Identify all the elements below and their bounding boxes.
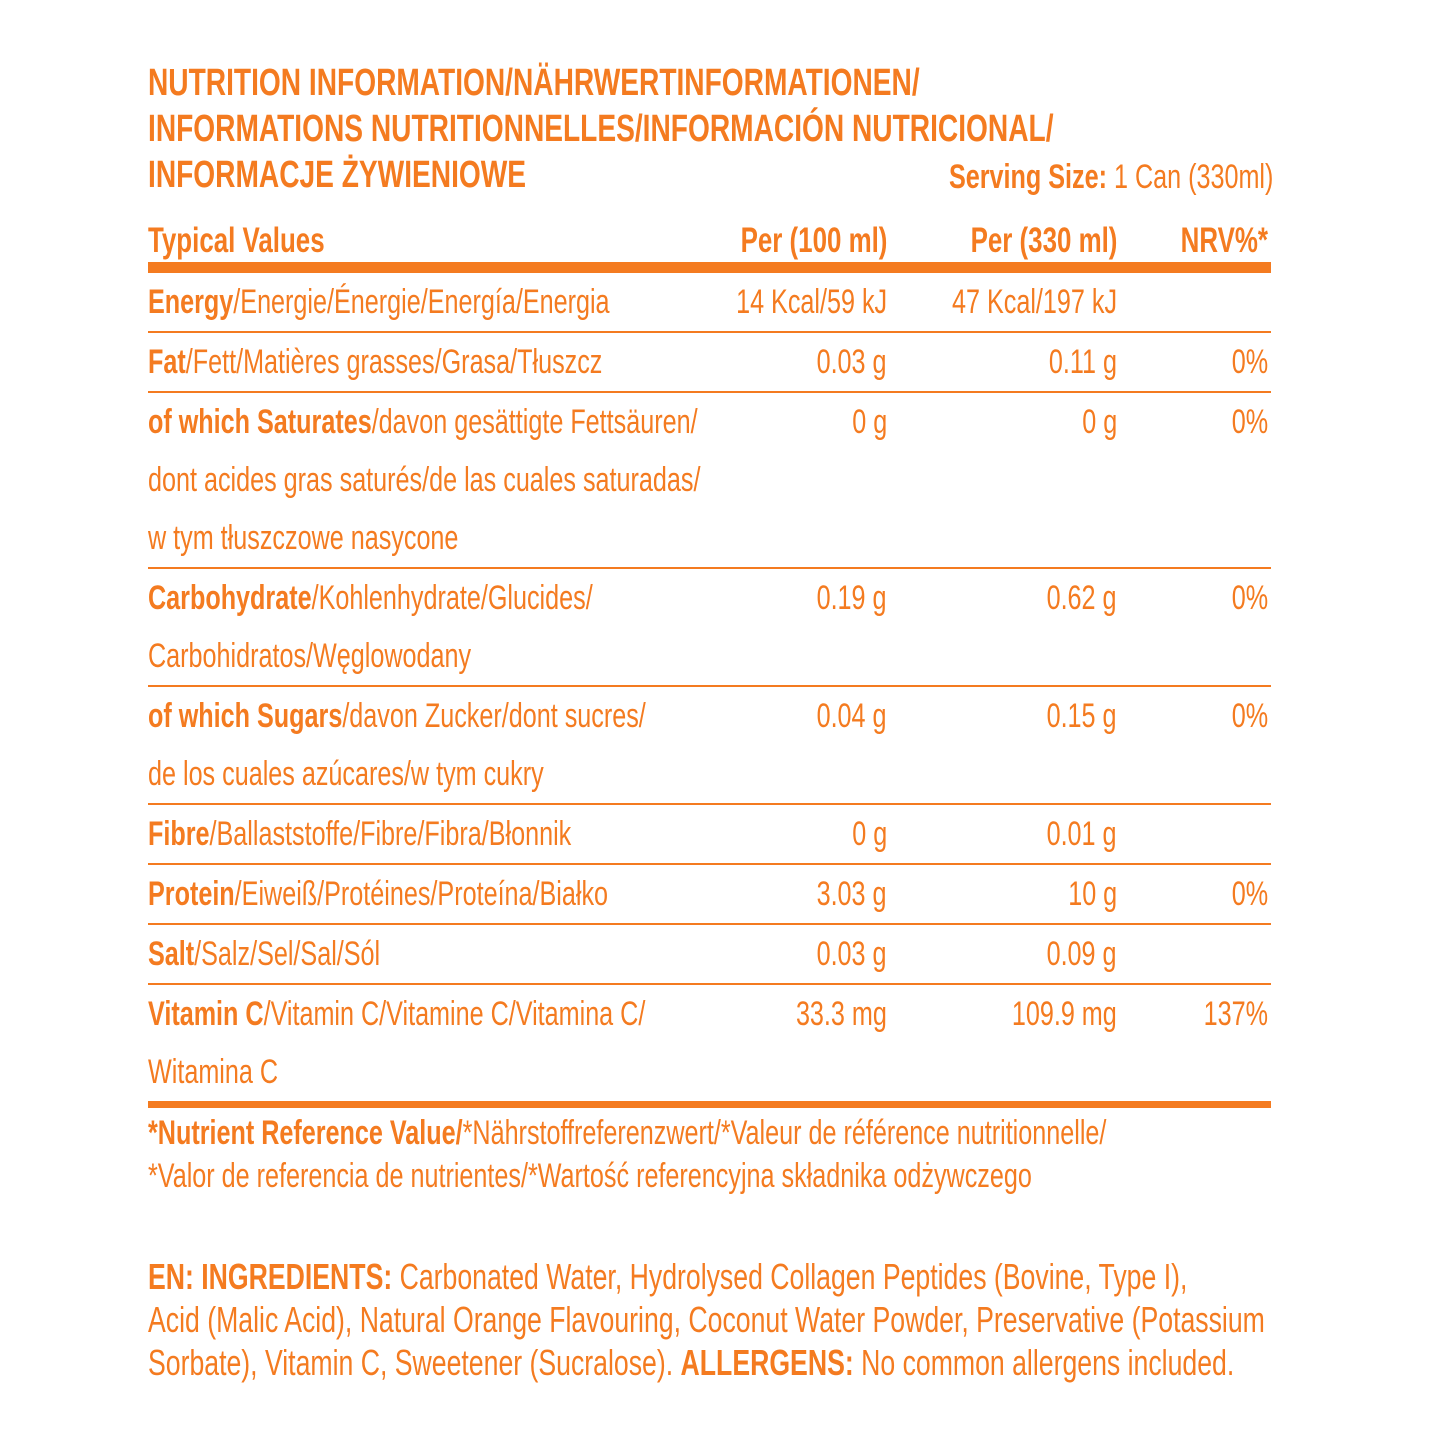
nutrient-label <box>148 985 645 1101</box>
nutrient-label-line <box>148 865 608 923</box>
value-per-330ml: 0.11 g <box>1048 343 1117 381</box>
value-nrv: 0% <box>1231 697 1268 735</box>
nutrient-label <box>148 805 571 863</box>
nutrient-label-line <box>148 925 380 983</box>
nutrient-label-line <box>148 569 593 627</box>
ingredients-text: Carbonated Water, Hydrolysed Collagen Peptides (Bovine, Type I), <box>392 1256 1188 1297</box>
header-typical-values: Typical Values <box>148 221 325 260</box>
value-per-330ml: 0.15 g <box>1047 697 1117 735</box>
serving-size-value: 1 Can (330ml) <box>1106 158 1273 196</box>
value-per-100ml: 0.03 g <box>817 343 887 381</box>
value-per-330ml: 109.9 mg <box>1012 995 1117 1033</box>
nutrient-label <box>148 687 646 803</box>
value-nrv: 0% <box>1231 579 1268 617</box>
ingredients-section <box>148 1255 1265 1384</box>
value-per-100ml: 3.03 g <box>817 875 887 913</box>
value-per-100ml: 33.3 mg <box>796 995 887 1033</box>
value-per-100ml: 0.03 g <box>817 935 887 973</box>
table-header <box>148 212 1271 262</box>
nutrient-label-line <box>148 393 700 451</box>
nutrient-translations: /Eiweiß/Protéines/Proteína/Białko <box>234 875 609 913</box>
nrv-footnote <box>148 1112 1106 1198</box>
title-line: INFORMACJE ŻYWIENIOWE <box>148 154 527 196</box>
value-per-100ml: 0 g <box>852 403 887 441</box>
header-nrv: NRV%* <box>1180 221 1268 260</box>
table-row <box>148 569 1271 685</box>
table-row <box>148 273 1271 331</box>
nutrient-name: Protein <box>148 875 235 913</box>
table-row <box>148 865 1271 923</box>
title-line: NUTRITION INFORMATION/NÄHRWERTINFORMATIONEN/ <box>148 62 920 104</box>
value-per-100ml: 0.19 g <box>817 579 887 617</box>
nutrient-label-line <box>148 985 645 1043</box>
value-nrv: 0% <box>1231 875 1268 913</box>
value-per-100ml: 14 Kcal/59 kJ <box>735 283 887 321</box>
footnote-text: *Nährstoffreferenzwert/*Valeur de référence nutritionnelle/ <box>462 1114 1107 1152</box>
table-row <box>148 925 1271 983</box>
nutrient-label-line <box>148 687 646 745</box>
nutrient-label-line <box>148 805 571 863</box>
value-per-330ml: 47 Kcal/197 kJ <box>951 283 1117 321</box>
ingredients-text: Sorbate), Vitamin C, Sweetener (Sucralose). <box>148 1342 681 1383</box>
nutrient-translations: /Vitamin C/Vitamine C/Vitamina C/ <box>263 995 646 1033</box>
nutrient-translations: w tym tłuszczowe nasycone <box>148 519 459 557</box>
table-row <box>148 805 1271 863</box>
nutrient-translations: Carbohidratos/Węglowodany <box>148 637 472 675</box>
allergens-label: ALLERGENS: <box>680 1342 854 1383</box>
nutrient-name: Salt <box>148 935 195 973</box>
value-per-330ml: 0.01 g <box>1047 815 1117 853</box>
value-nrv: 0% <box>1231 343 1268 381</box>
value-nrv: 0% <box>1231 403 1268 441</box>
table-row <box>148 985 1271 1101</box>
nutrient-translations: /Kohlenhydrate/Glucides/ <box>311 579 593 617</box>
nutrient-translations: /Ballaststoffe/Fibre/Fibra/Błonnik <box>209 815 572 853</box>
allergens-text: No common allergens included. <box>853 1342 1235 1383</box>
nutrient-translations: /Energie/Énergie/Energía/Energia <box>233 283 610 321</box>
nutrition-table <box>148 212 1271 1108</box>
nutrient-name: Fibre <box>148 815 210 853</box>
nutrient-label <box>148 569 593 685</box>
nutrient-name: Carbohydrate <box>148 579 312 617</box>
nutrient-label <box>148 273 610 331</box>
nutrient-translations: /davon Zucker/dont sucres/ <box>342 697 646 735</box>
nutrient-label <box>148 393 700 567</box>
nutrient-label-line <box>148 273 610 331</box>
footnote-label: *Nutrient Reference Value/ <box>148 1114 463 1152</box>
value-per-100ml: 0 g <box>852 815 887 853</box>
serving-size-label: Serving Size: <box>948 158 1107 196</box>
nutrient-translations: /Salz/Sel/Sal/Sól <box>194 935 381 973</box>
ingredients-text: Acid (Malic Acid), Natural Orange Flavouring, Coconut Water Powder, Preservative (Potassium <box>148 1299 1265 1340</box>
header-per-100ml: Per (100 ml) <box>740 221 887 260</box>
nutrient-translations: dont acides gras saturés/de las cuales saturadas/ <box>148 461 701 499</box>
value-per-330ml: 10 g <box>1068 875 1117 913</box>
table-body <box>148 273 1271 1101</box>
nutrient-translations: de los cuales azúcares/w tym cukry <box>148 755 544 793</box>
nutrient-translations: /Fett/Matières grasses/Grasa/Tłuszcz <box>185 343 603 381</box>
nutrient-translations: /davon gesättigte Fettsäuren/ <box>371 403 698 441</box>
nutrient-label-line <box>148 333 602 391</box>
value-per-330ml: 0.62 g <box>1047 579 1117 617</box>
nutrient-label <box>148 925 380 983</box>
footnote-text: *Valor de referencia de nutrientes/*Wartość referencyjna składnika odżywczego <box>148 1157 1032 1195</box>
nutrient-name: Energy <box>148 283 234 321</box>
value-per-330ml: 0 g <box>1082 403 1117 441</box>
serving-size <box>949 158 1273 197</box>
nutrient-translations: Witamina C <box>148 1053 279 1091</box>
nutrient-label <box>148 865 608 923</box>
value-per-330ml: 0.09 g <box>1047 935 1117 973</box>
table-row <box>148 687 1271 803</box>
nutrient-name: of which Sugars <box>148 697 343 735</box>
nutrient-label <box>148 333 602 391</box>
header-per-330ml: Per (330 ml) <box>970 221 1117 260</box>
value-per-100ml: 0.04 g <box>817 697 887 735</box>
nutrient-name: Fat <box>148 343 186 381</box>
table-bottom-divider <box>148 1101 1271 1108</box>
table-row <box>148 393 1271 567</box>
nutrient-name: of which Saturates <box>148 403 372 441</box>
title-line: INFORMATIONS NUTRITIONNELLES/INFORMACIÓN NUTRICIONAL/ <box>148 108 1054 150</box>
nutrient-name: Vitamin C <box>148 995 264 1033</box>
ingredients-label: EN: INGREDIENTS: <box>148 1256 393 1297</box>
table-row <box>148 333 1271 391</box>
value-nrv: 137% <box>1203 995 1268 1033</box>
